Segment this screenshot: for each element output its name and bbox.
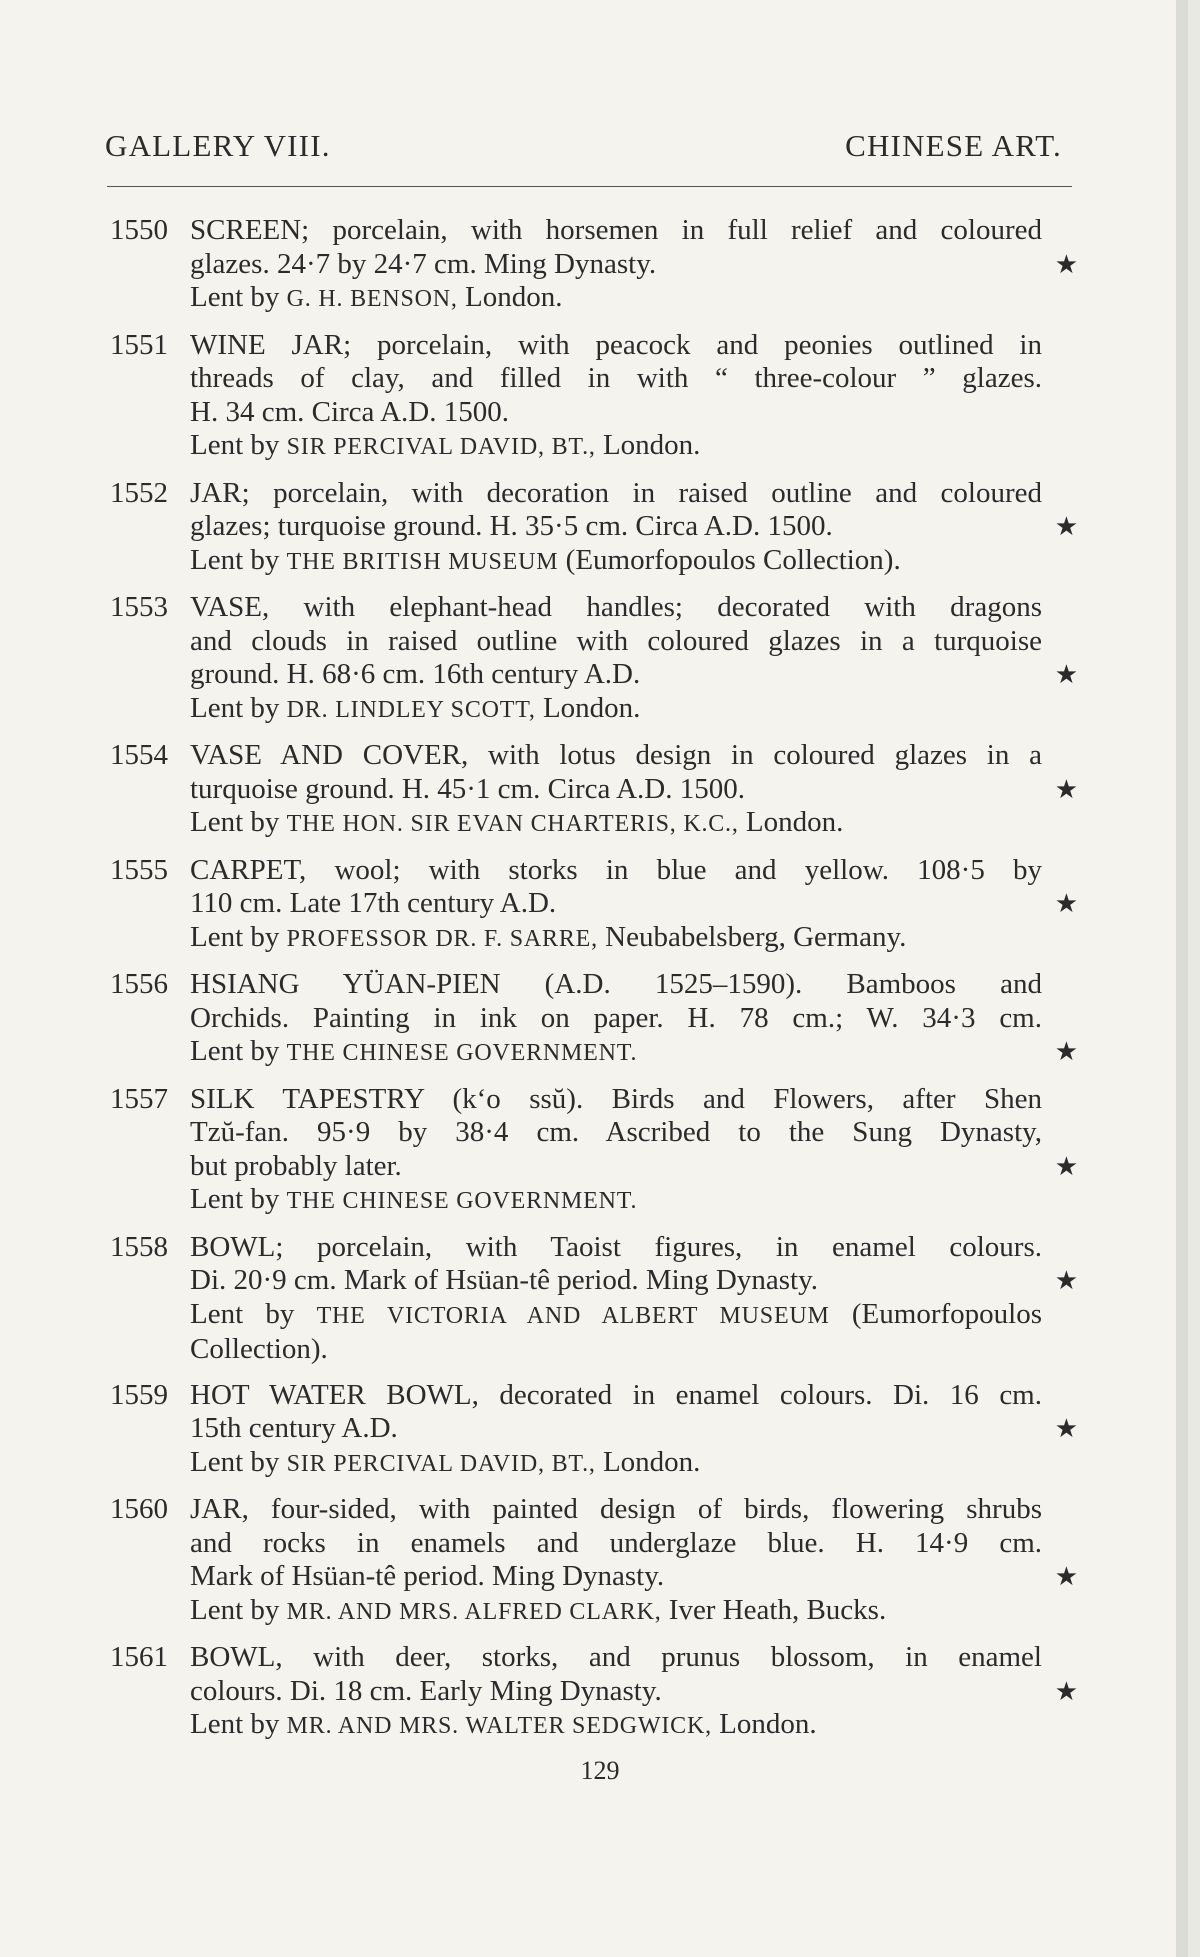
entry-number: 1554 [110,739,168,771]
description-line [190,477,1082,511]
description-line [190,362,1082,396]
entry-number: 1558 [110,1230,168,1263]
star-icon: ★ [1054,889,1078,918]
description-text: BOWL; porcelain, with Taoist figures, in enamel colours. [190,1230,1042,1263]
description-line [190,1379,1082,1413]
star-icon: ★ [1054,512,1078,541]
description-line [190,510,1082,544]
page-number: 129 [580,1756,620,1785]
page-edge [1176,0,1188,1957]
description-line [190,1412,1082,1446]
description-line [190,625,1082,659]
description-text: SCREEN; porcelain, with horsemen in full relief and coloured [190,214,1042,246]
star-icon: ★ [1054,774,1078,804]
lender-line [190,806,1082,842]
lender-place: London. [595,429,701,461]
entry-number: 1557 [110,1082,168,1115]
lent-by-label: Lent by [190,281,280,313]
description-line [190,739,1082,773]
entry-number: 1560 [110,1493,168,1525]
description-text: BOWL, with deer, storks, and prunus blossom, in enamel [190,1641,1042,1673]
description-line [190,1231,1082,1265]
lent-by-label: Lent by [190,1297,295,1330]
lender-line [190,544,1082,580]
lent-by-label: Lent by [190,543,280,576]
lent-by-label: Lent by [190,1183,280,1215]
description-line [190,968,1082,1002]
description-line [190,1116,1082,1150]
entry-number: 1555 [110,853,168,886]
description-line [190,1002,1082,1036]
catalogue-entry [110,854,1082,957]
lender-place: (Eumorfopoulos Collection). [558,543,901,576]
catalogue-entry [110,1641,1082,1744]
lent-by-label: Lent by [190,806,280,838]
star-icon: ★ [1054,1676,1078,1706]
entry-number: 1551 [110,328,168,361]
lender-place: London. [457,281,563,313]
lender-place: (Eumorfopoulos [829,1297,1042,1330]
description-text: VASE, with elephant-head handles; decorated with dragons [190,591,1042,623]
lender-place: London. [595,1445,701,1478]
description-text: SILK TAPESTRY (k‘o ssŭ). Birds and Flowers, after Shen [190,1082,1042,1115]
entry-number: 1559 [110,1378,168,1411]
description-text: Mark of Hsüan-tê period. Ming Dynasty. [190,1560,665,1592]
lender-line [190,692,1082,728]
lender-line [190,1708,1082,1744]
catalogue-entry [110,477,1082,580]
lender-name: DR. LINDLEY SCOTT, [286,696,536,723]
star-icon: ★ [1054,1414,1078,1443]
lender-place: London. [711,1708,817,1740]
description-line [190,214,1082,248]
lender-line [190,1298,1082,1334]
entry-number: 1561 [110,1641,168,1673]
lender-line [190,1183,1082,1219]
catalogue-entry [110,1493,1082,1629]
lender-line [190,281,1082,317]
lender-place: London. [738,806,844,838]
lent-by-label: Lent by [190,1035,280,1067]
lender-name: THE VICTORIA AND ALBERT MUSEUM [316,1302,830,1329]
description-text: ground. H. 68·6 cm. 16th century A.D. [190,658,641,690]
description-text: glazes. 24·7 by 24·7 cm. Ming Dynasty. [190,247,657,280]
description-text: Di. 20·9 cm. Mark of Hsüan-tê period. Ming Dynasty. [190,1264,818,1296]
catalogue-entry [110,591,1082,727]
star-icon: ★ [1054,1151,1078,1181]
entry-number: 1550 [110,214,168,246]
description-line [190,1675,1082,1709]
star-icon: ★ [1054,1266,1078,1295]
header-rule [107,186,1072,187]
description-text: colours. Di. 18 cm. Early Ming Dynasty. [190,1674,662,1707]
star-icon: ★ [1054,660,1078,689]
lender-line [190,1035,1082,1071]
description-text: but probably later. [190,1149,402,1182]
lent-by-label: Lent by [190,691,280,724]
lender-line [190,1446,1082,1482]
description-line [190,1493,1082,1527]
entry-number: 1552 [110,476,168,509]
lender-name: PROFESSOR DR. F. SARRE, [286,925,598,952]
description-line [190,658,1082,692]
lender-name: THE CHINESE GOVERNMENT. [286,1188,638,1214]
description-line [190,591,1082,625]
catalogue-entry [110,1083,1082,1219]
description-text: JAR; porcelain, with decoration in raised outline and coloured [190,476,1042,509]
description-text: 15th century A.D. [190,1412,398,1444]
description-line [190,1560,1082,1594]
catalogue-entry [110,214,1082,317]
lender-place: Neubabelsberg, Germany. [597,920,907,953]
description-text: Tzŭ-fan. 95·9 by 38·4 cm. Ascribed to the Sung Dynasty, [190,1116,1042,1148]
description-text: CARPET, wool; with storks in blue and yellow. 108·5 by [190,853,1042,886]
description-line [190,773,1082,807]
lender-line [190,429,1082,465]
description-text: Orchids. Painting in ink on paper. H. 78 cm.; W. 34·3 cm. [190,1001,1042,1034]
description-line [190,1150,1082,1184]
lender-place: London. [535,691,641,724]
description-line [190,1333,1082,1367]
description-text: and rocks in enamels and underglaze blue. H. 14·9 cm. [190,1526,1042,1559]
lent-by-label: Lent by [190,1593,280,1626]
catalogue-entry [110,739,1082,842]
description-text: VASE AND COVER, with lotus design in coloured glazes in a [190,739,1042,771]
lender-line [190,1594,1082,1630]
lent-by-label: Lent by [190,1445,280,1478]
description-text: HOT WATER BOWL, decorated in enamel colours. Di. 16 cm. [190,1378,1042,1411]
entry-number: 1553 [110,591,168,623]
lender-line [190,921,1082,957]
description-text: and clouds in raised outline with coloured glazes in a turquoise [190,624,1042,657]
catalogue-entry [110,1231,1082,1367]
lender-name: MR. AND MRS. WALTER SEDGWICK, [286,1713,712,1739]
gallery-heading: GALLERY VIII. [105,128,331,163]
lender-place: Iver Heath, Bucks. [661,1593,887,1626]
star-icon: ★ [1054,1037,1078,1066]
star-icon: ★ [1054,249,1078,279]
catalogue-entry [110,968,1082,1071]
catalogue-entries [110,214,1082,1756]
lender-name: THE BRITISH MUSEUM [286,548,559,575]
description-line [190,248,1082,282]
section-heading: CHINESE ART. [845,128,1062,163]
description-text: turquoise ground. H. 45·1 cm. Circa A.D. 1500. [190,772,745,805]
description-text: WINE JAR; porcelain, with peacock and peonies outlined in [190,328,1042,361]
lender-name: THE HON. SIR EVAN CHARTERIS, K.C., [286,811,739,837]
description-text: 110 cm. Late 17th century A.D. [190,887,557,919]
lender-name: SIR PERCIVAL DAVID, BT., [286,1450,596,1477]
catalogue-entry [110,1379,1082,1482]
description-text: Collection). [190,1333,328,1365]
lender-name: MR. AND MRS. ALFRED CLARK, [286,1598,662,1625]
lent-by-label: Lent by [190,1708,280,1740]
description-line [190,887,1082,921]
lent-by-label: Lent by [190,429,280,461]
catalogue-entry [110,329,1082,465]
description-text: JAR, four-sided, with painted design of birds, flowering shrubs [190,1493,1042,1525]
description-text: threads of clay, and filled in with “ three-colour ” glazes. [190,362,1042,394]
lender-name: SIR PERCIVAL DAVID, BT., [286,434,596,460]
description-line [190,1641,1082,1675]
description-line [190,1264,1082,1298]
description-line [190,329,1082,363]
description-text: glazes; turquoise ground. H. 35·5 cm. Circa A.D. 1500. [190,510,833,542]
description-text: H. 34 cm. Circa A.D. 1500. [190,395,509,428]
description-line [190,854,1082,888]
entry-number: 1556 [110,968,168,1000]
lender-name: THE CHINESE GOVERNMENT. [286,1040,638,1066]
lender-name: G. H. BENSON, [286,286,458,312]
description-line [190,1083,1082,1117]
description-text: HSIANG YÜAN-PIEN (A.D. 1525–1590). Bamboos and [190,968,1042,1000]
lent-by-label: Lent by [190,920,280,953]
description-line [190,1527,1082,1561]
star-icon: ★ [1054,1562,1078,1591]
description-line [190,396,1082,430]
